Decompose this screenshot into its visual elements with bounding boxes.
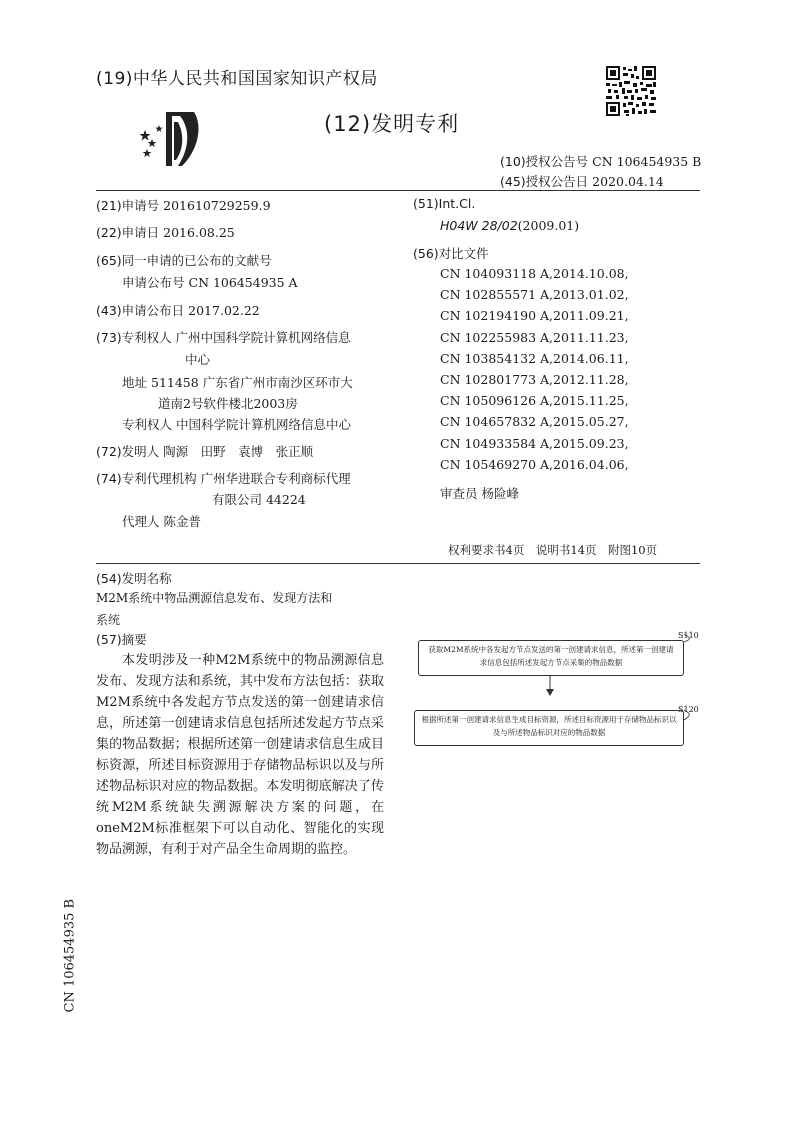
page-counts: 权利要求书4页 说明书14页 附图10页 [448, 543, 658, 557]
agent-row [122, 512, 201, 530]
citation-item: CN 103854132 A,2014.06.11, [440, 350, 629, 366]
app-date-row [96, 223, 235, 241]
app-no-row [96, 196, 271, 214]
address-line2: 道南2号软件楼北2003房 [158, 396, 298, 411]
intcl-label: (51)Int.Cl. [413, 196, 476, 211]
pub-no-row [122, 273, 298, 291]
patentee-label: (73)专利权人 [96, 330, 172, 345]
header-divider [96, 190, 700, 191]
patentee-line2: 中心 [185, 352, 211, 367]
citations-list [440, 266, 629, 478]
citations-label: (56)对比文件 [413, 246, 489, 261]
examiner-label: 审查员 [440, 486, 478, 501]
grant-pub-no-label: (10)授权公告号 [500, 154, 589, 169]
inventors: 陶源 田野 袁博 张正顺 [163, 444, 314, 459]
agent: 陈金普 [163, 514, 202, 529]
pub-date-label: (43)申请公布日 [96, 303, 185, 318]
abstract-label: (57)摘要 [96, 632, 147, 647]
cnipa-emblem-icon [132, 108, 212, 170]
inventors-label: (72)发明人 [96, 444, 160, 459]
intcl-code: H04W 28/02 [440, 218, 518, 233]
prior-pub-label: (65)同一申请的已公布的文献号 [96, 253, 272, 268]
inventors-row [96, 442, 313, 460]
citation-item: CN 104657832 A,2015.05.27, [440, 414, 629, 430]
address-line1: 511458 广东省广州市南沙区环市大 [151, 375, 353, 390]
flowchart [412, 630, 702, 750]
patentee-row [96, 328, 351, 346]
patentee2-row [122, 415, 351, 433]
examiner: 杨险峰 [481, 486, 520, 501]
flowchart-step-s110: 获取M2M系统中各发起方节点发送的第一创建请求信息，所述第一创建请求信息包括所述发起方节点采集的物品数据 [418, 640, 684, 676]
invention-title-line1: M2M系统中物品溯源信息发布、发现方法和 [96, 591, 333, 605]
grant-pub-no: CN 106454935 B [592, 154, 702, 169]
intcl-version: (2009.01) [517, 218, 580, 233]
app-no-label: (21)申请号 [96, 198, 160, 213]
abstract-text: 本发明涉及一种M2M系统中的物品溯源信息发布、发现方法和系统，其中发布方法包括：获取M2M系统中各发起方节点发送的第一创建请求信息，所述第一创建请求信息包括所述发起方节点采集的物品数据；根据所述第一创建请求信息生成目标资源，所述目标资源用于存储物品标识以及与所述物品标识对应的物品数据。本发明彻底解决了传统M2M系统缺失溯源解决方案的问题，在oneM2M标准框架下可以自动化、智能化的实现物品溯源，有利于对产品全生命周期的监控。 [96, 653, 384, 857]
citation-item: CN 102194190 A,2011.09.21, [440, 308, 629, 324]
app-date-label: (22)申请日 [96, 225, 160, 240]
grant-pub-date-label: (45)授权公告日 [500, 174, 589, 189]
citation-item: CN 102855571 A,2013.01.02, [440, 287, 629, 303]
step-id-s110: S110 [678, 631, 699, 640]
invention-title-label: (54)发明名称 [96, 571, 172, 586]
grant-pub-date-row [500, 172, 664, 190]
app-no: 201610729259.9 [163, 198, 271, 213]
qr-code-icon [606, 66, 656, 116]
examiner-row [440, 484, 519, 502]
agency-line2: 有限公司 44224 [212, 492, 306, 507]
grant-pub-date: 2020.04.14 [592, 174, 664, 189]
pub-date-row [96, 301, 260, 319]
office-name: (19)中华人民共和国国家知识产权局 [96, 69, 378, 89]
citation-item: CN 105469270 A,2016.04.06, [440, 456, 629, 472]
citation-item: CN 104933584 A,2015.09.23, [440, 435, 629, 451]
side-document-id: CN 106454935 B [62, 898, 78, 1013]
patentee2-label: 专利权人 [122, 417, 173, 432]
citation-item: CN 102801773 A,2012.11.28, [440, 371, 629, 387]
agent-label: 代理人 [122, 514, 160, 529]
pub-date: 2017.02.22 [188, 303, 260, 318]
agency-line1: 广州华进联合专利商标代理 [200, 471, 351, 486]
biblio-divider [96, 563, 700, 564]
step-id-s120: S120 [678, 705, 699, 714]
agency-label: (74)专利代理机构 [96, 471, 197, 486]
grant-pub-no-row [500, 152, 701, 170]
patentee-line1: 广州中国科学院计算机网络信息 [175, 330, 351, 345]
citation-item: CN 105096126 A,2015.11.25, [440, 393, 629, 409]
patentee2: 中国科学院计算机网络信息中心 [176, 417, 352, 432]
citation-item: CN 104093118 A,2014.10.08, [440, 266, 629, 281]
address-label: 地址 [122, 375, 148, 390]
citation-item: CN 102255983 A,2011.11.23, [440, 329, 629, 345]
address-row [122, 373, 353, 391]
document-type: (12)发明专利 [324, 112, 460, 136]
invention-title-line2: 系统 [96, 613, 121, 627]
intcl-row [440, 218, 579, 233]
app-date: 2016.08.25 [163, 225, 235, 240]
agency-row [96, 469, 351, 487]
flowchart-step-s120: 根据所述第一创建请求信息生成目标资源，所述目标资源用于存储物品标识以及与所述物品标识对应的物品数据 [414, 710, 684, 746]
pub-no-label: 申请公布号 [122, 275, 185, 290]
pub-no: CN 106454935 A [188, 275, 298, 290]
